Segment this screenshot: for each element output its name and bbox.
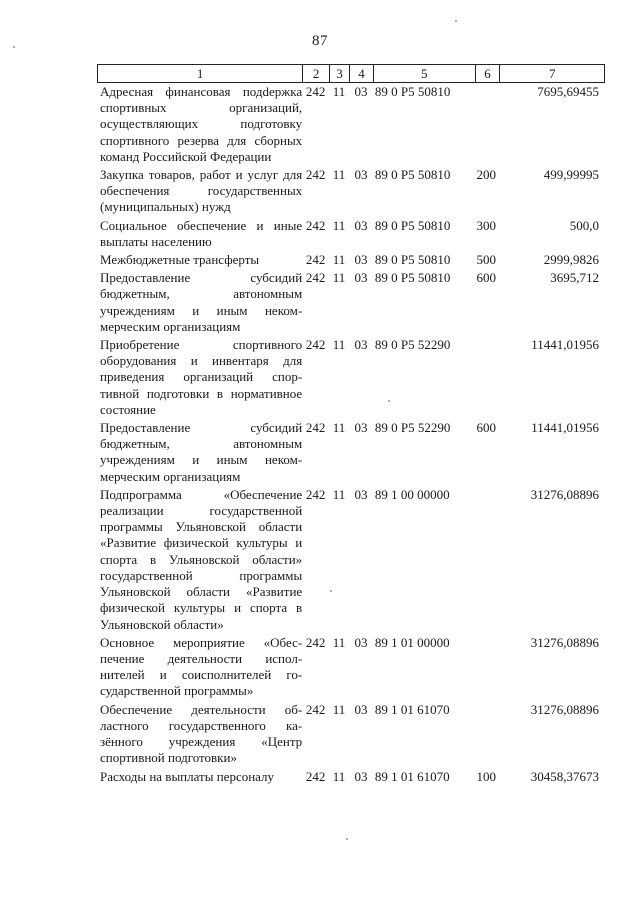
- row-section-code: 11: [332, 252, 346, 268]
- table-row: [100, 702, 605, 767]
- row-section-code: 11: [332, 701, 346, 717]
- row-section-code: 11: [332, 84, 346, 99]
- row-admin-code: 242: [305, 84, 326, 99]
- table-row: [100, 84, 605, 165]
- scan-speck: [455, 20, 457, 22]
- row-target-article: 89 1 01 61070: [374, 701, 450, 717]
- row-target-article: 89 0 P5 52290: [374, 420, 451, 436]
- row-subsection-code: 03: [354, 84, 368, 99]
- row-subsection-code: 03: [354, 270, 368, 286]
- row-expense-type: 100: [476, 769, 496, 785]
- row-admin-code: 242: [305, 420, 326, 436]
- header-col-4: 4: [350, 65, 374, 82]
- row-subsection-code: 03: [354, 167, 368, 183]
- row-name: Приобретение спортивного оборудования и инвентаря для приведения организаций спортивной подготовки в нормативное состояние: [100, 337, 303, 417]
- table-row: [100, 337, 605, 418]
- row-amount: 11441,01956: [531, 420, 600, 436]
- header-col-6: 6: [476, 65, 501, 82]
- row-subsection-code: 03: [354, 769, 368, 785]
- row-admin-code: 242: [305, 167, 326, 183]
- header-col-2: 2: [303, 65, 330, 82]
- row-amount: 499,99995: [543, 167, 600, 183]
- row-admin-code: 242: [305, 252, 326, 268]
- row-amount: 11441,01956: [531, 337, 600, 353]
- row-amount: 31276,08896: [530, 634, 600, 650]
- column-header-row: [97, 64, 605, 83]
- row-target-article: 89 0 P5 52290: [374, 337, 451, 353]
- row-section-code: 11: [332, 217, 346, 233]
- row-expense-type: 500: [476, 252, 496, 268]
- table-row: [100, 218, 605, 250]
- table-row: [100, 420, 605, 485]
- header-col-5: 5: [374, 65, 476, 82]
- row-target-article: 89 1 01 61070: [374, 769, 450, 785]
- row-subsection-code: 03: [354, 701, 368, 717]
- row-section-code: 11: [332, 634, 346, 650]
- row-target-article: 89 1 01 00000: [374, 634, 450, 650]
- row-admin-code: 242: [305, 270, 326, 286]
- row-admin-code: 242: [305, 486, 326, 502]
- row-name: Обеспечение деятельности областного государственного казённого учреждения «Центр спортивной подготовки»: [100, 701, 303, 766]
- row-target-article: 89 0 P5 50810: [374, 217, 451, 233]
- table-row: [100, 635, 605, 700]
- budget-table-body: [100, 84, 605, 786]
- row-name: Предоставление субсидий бюджетным, автономным учреждениям и иным некоммерческим организациям: [100, 270, 303, 334]
- row-name: Адресная финансовая подdержка спортивных организаций, осуществляющих подготовку спортивного резерва для сборных команд Российской Федерации: [100, 84, 303, 164]
- row-target-article: 89 1 00 00000: [374, 486, 450, 502]
- row-target-article: 89 0 P5 50810: [374, 252, 451, 268]
- row-admin-code: 242: [305, 634, 326, 650]
- row-subsection-code: 03: [354, 634, 368, 650]
- table-row: [100, 270, 605, 335]
- scan-speck: [13, 46, 15, 48]
- row-admin-code: 242: [305, 217, 326, 233]
- scan-speck: [346, 838, 348, 840]
- row-name: Закупка товаров, работ и услуг для обеспечения государственных (муниципальных) нужд: [100, 167, 303, 215]
- row-name: Социальное обеспечение и иные выплаты населению: [100, 217, 303, 249]
- row-name: Предоставление субсидий бюджетным, автономным учреждениям и иным некоммерческим организациям: [100, 420, 303, 484]
- row-name: Расходы на выплаты персоналу: [100, 769, 275, 785]
- row-amount: 500,0: [569, 217, 600, 233]
- header-col-7: 7: [548, 66, 556, 81]
- header-col-3: 3: [330, 65, 350, 82]
- row-section-code: 11: [332, 486, 346, 502]
- row-amount: 31276,08896: [530, 701, 600, 717]
- row-name: Межбюджетные трансферты: [100, 252, 260, 268]
- row-section-code: 11: [332, 270, 346, 286]
- row-amount: 3695,712: [550, 270, 600, 286]
- row-section-code: 11: [332, 337, 346, 353]
- row-target-article: 89 0 P5 50810: [374, 84, 451, 99]
- row-admin-code: 242: [305, 337, 326, 353]
- row-subsection-code: 03: [354, 252, 368, 268]
- row-target-article: 89 0 P5 50810: [374, 167, 451, 183]
- row-section-code: 11: [332, 420, 346, 436]
- row-section-code: 11: [332, 769, 346, 785]
- row-expense-type: 600: [476, 270, 496, 286]
- row-subsection-code: 03: [354, 217, 368, 233]
- row-expense-type: 300: [476, 217, 496, 233]
- row-expense-type: 600: [476, 420, 496, 436]
- header-col-1: 1: [98, 65, 303, 82]
- row-expense-type: 200: [476, 167, 496, 183]
- row-subsection-code: 03: [354, 486, 368, 502]
- page-number: 87: [312, 33, 328, 49]
- table-row: [100, 252, 605, 268]
- row-name: Подпрограмма «Обеспечение реализации государственной программы Ульяновской области «Развитие физической культуры и спорта в Ульяновской области» государственной программы Ульяновской области «Развитие физической культуры и спорта в Ульяновской области»: [100, 486, 303, 632]
- row-subsection-code: 03: [354, 337, 368, 353]
- table-row: [100, 769, 605, 785]
- row-amount: 2999,9826: [543, 252, 600, 268]
- row-amount: 7695,69455: [537, 84, 600, 99]
- row-name: Основное мероприятие «Обеспечение деятельности исполнителей и соисполнителей государственной программы»: [100, 634, 303, 699]
- row-amount: 31276,08896: [530, 486, 600, 502]
- table-row: [100, 167, 605, 216]
- table-row: [100, 487, 605, 633]
- row-amount: 30458,37673: [530, 769, 600, 785]
- scan-speck: [330, 590, 332, 592]
- row-target-article: 89 0 P5 50810: [374, 270, 451, 286]
- row-subsection-code: 03: [354, 420, 368, 436]
- scan-speck: [388, 400, 390, 402]
- row-admin-code: 242: [305, 769, 326, 785]
- row-admin-code: 242: [305, 701, 326, 717]
- row-section-code: 11: [332, 167, 346, 183]
